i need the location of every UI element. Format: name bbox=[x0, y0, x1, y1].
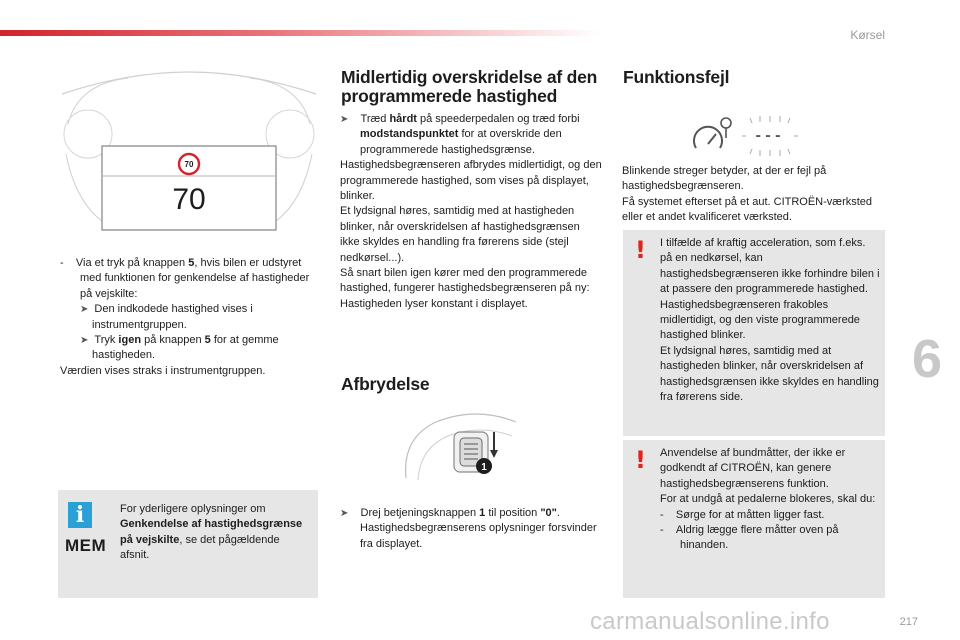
info-icon: i bbox=[68, 502, 92, 528]
section-title: Kørsel bbox=[850, 28, 885, 42]
heading-deactivation: Afbrydelse bbox=[341, 374, 430, 394]
substep-1: ➤ Den indkodede hastighed vises i instrumentgruppen. bbox=[80, 303, 253, 331]
exceed-bullet: ➤ Træd hårdt på speederpedalen og træd forbi modstandspunktet for at overskride den programmerede hastighedsgrænse. bbox=[340, 113, 580, 156]
knob-number-1: 1 bbox=[481, 462, 487, 473]
chapter-number: 6 bbox=[911, 329, 942, 389]
exceed-para-2: Et lydsignal høres, samtidig med at hastigheden blinker, når overskridelsen af hastighedsgrænsen ikke skyldes en handling fra førerens side (stejl nedkørsel...). bbox=[340, 205, 580, 264]
heading-temporary-exceed: Midlertidig overskridelse af den programmerede hastighed bbox=[341, 67, 598, 106]
limiter-fault-icon bbox=[690, 114, 810, 158]
mem-badge: MEM bbox=[65, 536, 107, 555]
exceed-para-1: Hastighedsbegrænseren afbrydes midlertidigt, og den programmerede hastighed, som vises på displayet, blinker. bbox=[340, 159, 602, 203]
heading-malfunction: Funktionsfejl bbox=[623, 67, 730, 87]
warning-icon: ! bbox=[635, 446, 646, 474]
mat-rule-1: - Sørge for at måtten ligger fast. bbox=[660, 508, 825, 521]
header-accent-bar bbox=[0, 30, 600, 36]
warning-icon: ! bbox=[635, 236, 646, 264]
warning-text-2: Anvendelse af bundmåtter, der ikke er godkendt af CITROËN, kan genere hastighedsbegrænserens funktion. For at undgå at pedalerne blokeres, skal du: - Sørge for at måtten ligger fast. - Aldrig lægge flere måtter oven på hinanden. bbox=[660, 446, 880, 554]
page-number: 217 bbox=[899, 616, 918, 628]
malfunction-para-2: Få systemet efterset på et aut. CITROËN-værksted eller et andet kvalificeret værksted. bbox=[622, 195, 873, 224]
warning-text-1: I tilfælde af kraftig acceleration, som f.eks. på en nedkørsel, kan hastighedsbegrænseren ikke forhindre bilen i at passere den programmerede hastighed. Hastighedsbegrænseren frakobles midlertidigt, og den viste programmerede hastighed blinker. Et lydsignal høres, samtidig med at hastigheden blinker, når overskridelsen af hastighedsgrænsen ikke skyldes en handling fra førerens side. bbox=[660, 237, 880, 404]
column-recognition bbox=[60, 240, 322, 379]
info-text: For yderligere oplysninger om Genkendelse af hastighedsgrænse på vejskilte, se det pågældende afsnit. bbox=[120, 503, 303, 562]
instrument-cluster-illustration bbox=[58, 64, 320, 234]
fault-dashes: - - - bbox=[755, 127, 781, 144]
step-1: - Via et tryk på knappen 5, hvis bilen er udstyret med funktionen for genkendelse af hastigheder på vejskilte: bbox=[60, 257, 310, 300]
watermark: carmanualsonline.info bbox=[590, 608, 830, 635]
info-box bbox=[58, 490, 318, 598]
column-exceed bbox=[340, 112, 602, 312]
malfunction-para-1: Blinkende streger betyder, at der er fejl på hastighedsbegrænseren. bbox=[622, 165, 827, 193]
column-deactivation bbox=[340, 506, 602, 552]
deactivation-bullet: ➤ Drej betjeningsknappen 1 til position "0". Hastighedsbegrænserens oplysninger forsvinder fra displayet. bbox=[340, 507, 597, 550]
warning-box-acceleration bbox=[623, 230, 885, 436]
warning-box-floor-mats bbox=[623, 440, 885, 598]
result-text: Værdien vises straks i instrumentgruppen. bbox=[60, 364, 266, 377]
road-sign-value: 70 bbox=[184, 160, 194, 169]
display-speed: 70 bbox=[172, 183, 206, 216]
column-malfunction bbox=[622, 164, 887, 226]
mat-rule-2: - Aldrig lægge flere måtter oven på hinanden. bbox=[660, 524, 839, 552]
exceed-para-3: Så snart bilen igen kører med den programmerede hastighed, fungerer hastighedsbegrænseren på ny: Hastigheden lyser konstant i displayet. bbox=[340, 267, 590, 310]
substep-2: ➤ Tryk igen på knappen 5 for at gemme hastigheden. bbox=[80, 334, 279, 362]
steering-knob-illustration bbox=[396, 408, 530, 488]
